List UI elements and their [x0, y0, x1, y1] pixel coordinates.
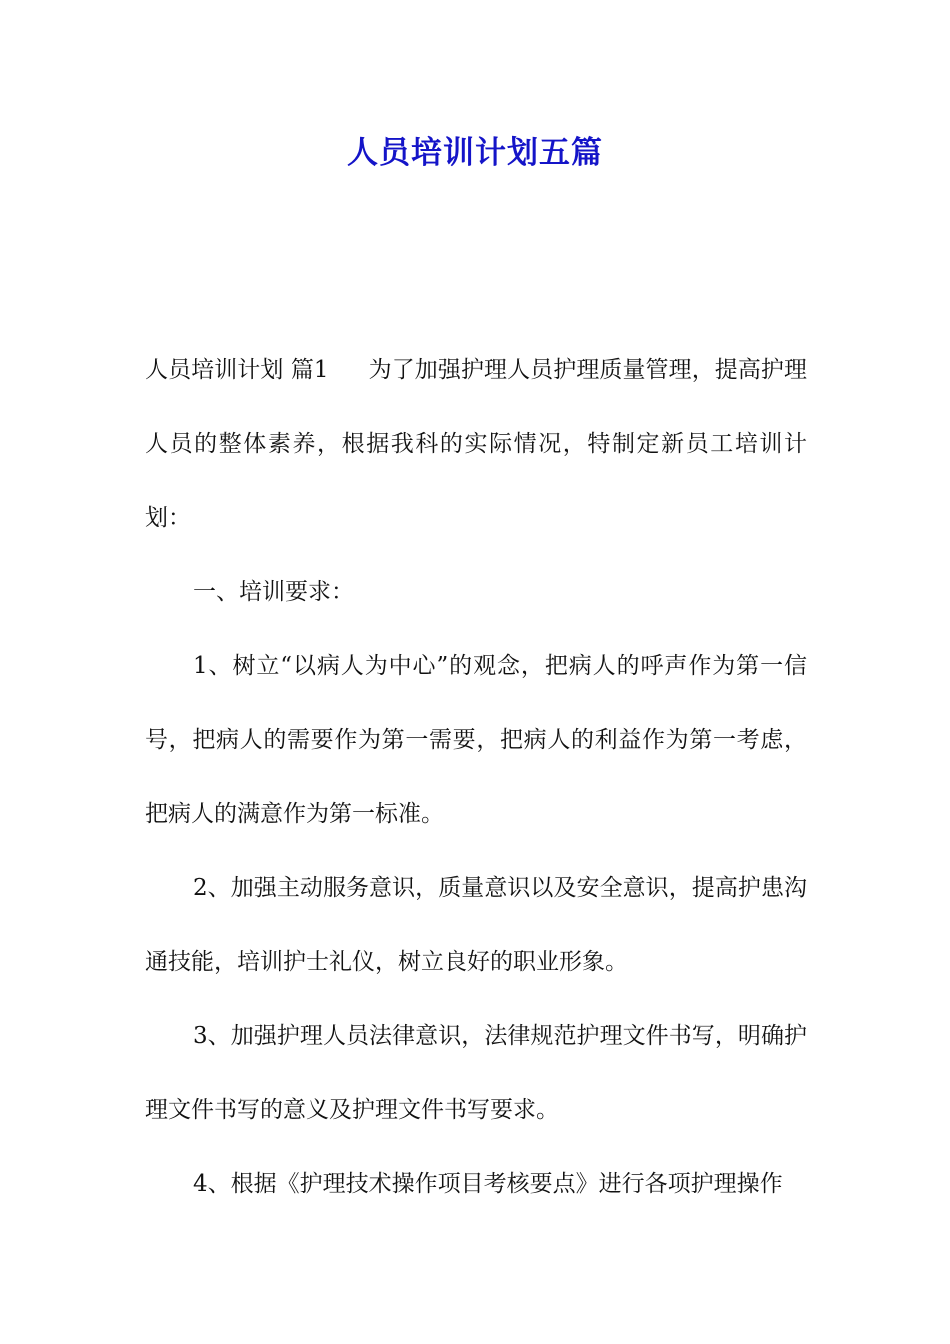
- document-body: [145, 333, 807, 1221]
- section-heading: 人员培训计划 篇1: [145, 357, 329, 383]
- intro-text: 为了加强护理人员护理质量管理，提高护理人员的整体素养，根据我科的实际情况，特制定新员工培训计划：: [145, 357, 808, 531]
- paragraph-item-3: 3、加强护理人员法律意识，法律规范护理文件书写，明确护理文件书写的意义及护理文件书写要求。: [145, 1023, 807, 1123]
- paragraph-item-1: 1、树立“以病人为中心”的观念，把病人的呼声作为第一信号，把病人的需要作为第一需要，把病人的利益作为第一考虑，把病人的满意作为第一标准。: [145, 653, 807, 827]
- paragraph-item-2: 2、加强主动服务意识，质量意识以及安全意识，提高护患沟通技能，培训护士礼仪，树立良好的职业形象。: [145, 875, 807, 975]
- paragraph-training-requirements: 一、培训要求：: [193, 579, 354, 605]
- paragraph-item-4: 4、根据《护理技术操作项目考核要点》进行各项护理操作: [193, 1171, 783, 1197]
- document-title: 人员培训计划五篇: [347, 135, 603, 171]
- intro-paragraph: [145, 333, 807, 555]
